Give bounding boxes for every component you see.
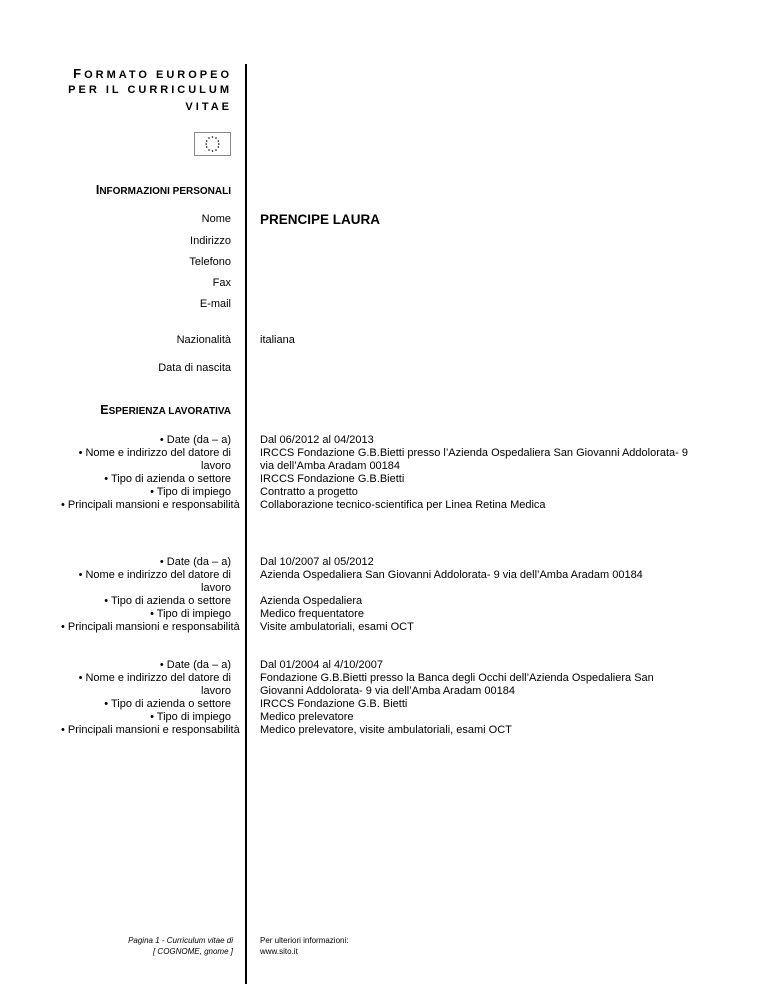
footer-name-placeholder: [ COGNOME, gnome ]	[152, 947, 233, 956]
exp-dates: Dal 01/2004 al 4/10/2007	[260, 659, 383, 671]
footer-more-info-label: Per ulteriori informazioni:	[260, 936, 349, 945]
label-email: E-mail	[199, 298, 231, 310]
label-employer: • Nome e indirizzo del datore di lavoro	[78, 672, 231, 697]
footer-page-label: Pagina 1 - Curriculum vitae di	[128, 936, 233, 945]
label-fax: Fax	[212, 277, 231, 289]
footer-website-link[interactable]: www.sito.it	[260, 947, 298, 956]
footer-page-info	[128, 935, 233, 957]
exp2-values	[260, 556, 700, 634]
exp-duties: Medico prelevatore, visite ambulatoriali, esami OCT	[260, 724, 512, 736]
exp-job-type: Medico prelevatore	[260, 711, 354, 723]
section-personal-info: INFORMAZIONI PERSONALI	[95, 183, 231, 197]
exp-duties: Collaborazione tecnico-scientifica per Linea Retina Medica	[260, 499, 546, 511]
label-sector: • Tipo di azienda o settore	[104, 473, 231, 485]
label-employer: • Nome e indirizzo del datore di lavoro	[78, 569, 231, 594]
label-duties: • Principali mansioni e responsabilità	[61, 499, 240, 511]
person-name: PRENCIPE LAURA	[260, 212, 381, 227]
nationality-value: italiana	[260, 334, 295, 346]
exp1-values	[260, 434, 700, 512]
exp-sector: Azienda Ospedaliera	[260, 595, 363, 607]
label-birthdate: Data di nascita	[158, 362, 231, 374]
exp-dates: Dal 06/2012 al 04/2013	[260, 434, 374, 446]
label-duties: • Principali mansioni e responsabilità	[61, 724, 240, 736]
exp-employer: IRCCS Fondazione G.B.Bietti presso l’Azienda Ospedaliera San Giovanni Addolorata- 9 via dell’Amba Aradam 00184	[260, 447, 689, 472]
label-address: Indirizzo	[190, 235, 231, 247]
exp-sector: IRCCS Fondazione G.B. Bietti	[260, 698, 408, 710]
label-job-type: • Tipo di impiego	[150, 608, 231, 620]
label-name: Nome	[201, 213, 231, 225]
label-employer: • Nome e indirizzo del datore di lavoro	[78, 447, 231, 472]
label-duties: • Principali mansioni e responsabilità	[61, 621, 240, 633]
exp-sector: IRCCS Fondazione G.B.Bietti	[260, 473, 405, 485]
exp-job-type: Contratto a progetto	[260, 486, 358, 498]
exp1-labels	[61, 434, 240, 512]
label-phone: Telefono	[189, 256, 231, 268]
label-sector: • Tipo di azienda o settore	[104, 595, 231, 607]
exp-dates: Dal 10/2007 al 05/2012	[260, 556, 374, 568]
label-dates: • Date (da – a)	[159, 556, 231, 568]
section-work-experience: ESPERIENZA LAVORATIVA	[100, 403, 231, 417]
label-sector: • Tipo di azienda o settore	[104, 698, 231, 710]
footer-more-info	[260, 935, 348, 957]
exp-job-type: Medico frequentatore	[260, 608, 364, 620]
exp2-labels	[61, 556, 240, 634]
exp-employer: Fondazione G.B.Bietti presso la Banca degli Occhi dell’Azienda Ospedaliera San Giovanni Addolorata- 9 via dell’Amba Aradam 00184	[260, 672, 654, 697]
header-line-2: PER IL CURRICULUM	[68, 84, 232, 96]
vertical-divider	[245, 64, 247, 984]
label-job-type: • Tipo di impiego	[150, 711, 231, 723]
exp-duties: Visite ambulatoriali, esami OCT	[260, 621, 414, 633]
label-dates: • Date (da – a)	[159, 659, 231, 671]
eu-flag-icon	[194, 132, 231, 156]
exp3-values	[260, 659, 700, 737]
exp-employer: Azienda Ospedaliera San Giovanni Addolorata- 9 via dell’Amba Aradam 00184	[260, 569, 643, 581]
header-line-3: VITAE	[185, 101, 232, 113]
label-dates: • Date (da – a)	[159, 434, 231, 446]
label-job-type: • Tipo di impiego	[150, 486, 231, 498]
header-line-1: FORMATO EUROPEO	[73, 66, 232, 81]
exp3-labels	[61, 659, 240, 737]
label-nationality: Nazionalità	[176, 334, 231, 346]
